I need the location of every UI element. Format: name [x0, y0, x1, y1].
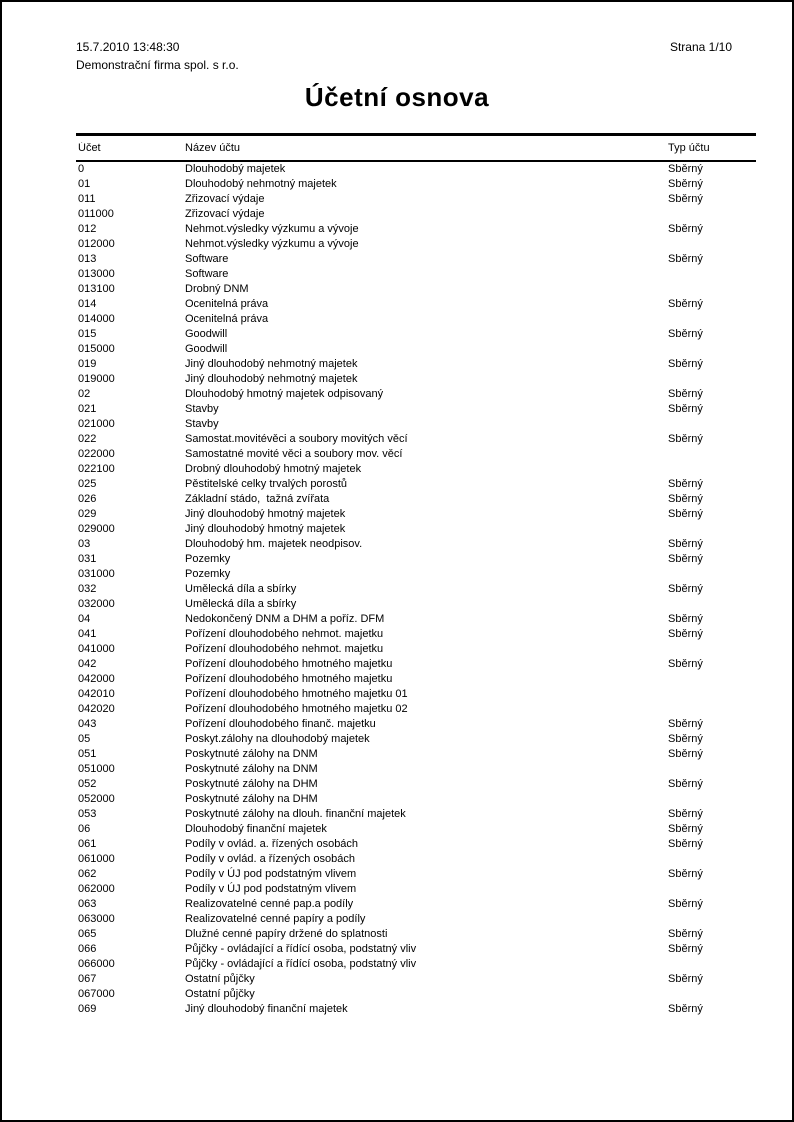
account-code: 032000: [78, 598, 115, 610]
account-type: Sběrný: [668, 388, 703, 400]
account-type: Sběrný: [668, 178, 703, 190]
account-code: 031000: [78, 568, 115, 580]
account-name: Stavby: [185, 403, 219, 415]
account-type: [666, 567, 756, 582]
report-title: Účetní osnova: [304, 82, 490, 112]
account-type: Sběrný: [668, 223, 703, 235]
account-name: Podíly v ovlád. a řízených osobách: [185, 853, 355, 865]
account-name: Ostatní půjčky: [185, 988, 255, 1000]
account-type: Sběrný: [668, 253, 703, 265]
account-name: Podíly v ÚJ pod podstatným vlivem: [185, 868, 357, 880]
account-type: Sběrný: [668, 433, 703, 445]
account-type: Sběrný: [668, 628, 703, 640]
account-name: Dlouhodobý majetek: [185, 163, 286, 175]
account-name: Dlužné cenné papíry držené do splatnosti: [185, 928, 388, 940]
table-row: [76, 1002, 756, 1017]
account-name: Pozemky: [185, 553, 231, 565]
account-type: [666, 702, 756, 717]
account-name: Samostatné movité věci a soubory mov. věcí: [185, 448, 403, 460]
account-name: Zřizovací výdaje: [185, 208, 265, 220]
account-type: Sběrný: [668, 868, 703, 880]
account-code: 062: [78, 868, 97, 880]
table-row: [76, 522, 756, 537]
table-row: [76, 927, 756, 942]
account-type: Sběrný: [668, 928, 703, 940]
account-name: Umělecká díla a sbírky: [185, 598, 297, 610]
account-type: Sběrný: [668, 493, 703, 505]
account-name: Pořízení dlouhodobého finanč. majetku: [185, 718, 376, 730]
account-type: Sběrný: [668, 508, 703, 520]
account-code: 014000: [78, 313, 115, 325]
page-number: Strana 1/10: [669, 40, 732, 54]
table-row: [76, 627, 756, 642]
account-type: [666, 762, 756, 777]
account-type: [666, 792, 756, 807]
company-name: Demonstrační firma spol. s r.o.: [76, 58, 239, 72]
table-header-row: [76, 136, 756, 160]
account-name: Poskytnuté zálohy na DHM: [185, 793, 318, 805]
account-type: [666, 267, 756, 282]
account-code: 032: [78, 583, 97, 595]
report-datetime: 15.7.2010 13:48:30: [76, 40, 180, 54]
account-name: Dlouhodobý nehmotný majetek: [185, 178, 337, 190]
account-code: 029: [78, 508, 97, 520]
account-code: 062000: [78, 883, 115, 895]
account-type: Sběrný: [668, 898, 703, 910]
account-type: [666, 282, 756, 297]
account-type: Sběrný: [668, 538, 703, 550]
account-name: Poskytnuté zálohy na DNM: [185, 748, 318, 760]
account-type: Sběrný: [668, 1003, 703, 1015]
table-row: [76, 957, 756, 972]
table-row: [76, 837, 756, 852]
account-name: Pořízení dlouhodobého hmotného majetku: [185, 673, 393, 685]
table-row: [76, 897, 756, 912]
account-type: [666, 882, 756, 897]
table-row: [76, 582, 756, 597]
table-row: [76, 987, 756, 1002]
account-type: [666, 447, 756, 462]
account-name: Software: [185, 253, 229, 265]
account-type: Sběrný: [668, 808, 703, 820]
account-name: Podíly v ovlád. a. řízených osobách: [185, 838, 359, 850]
table-row: [76, 282, 756, 297]
account-name: Jiný dlouhodobý finanční majetek: [185, 1003, 348, 1015]
account-code: 011: [78, 193, 96, 205]
account-code: 061000: [78, 853, 115, 865]
account-type: [666, 372, 756, 387]
account-code: 063000: [78, 913, 115, 925]
account-name: Realizovatelné cenné pap.a podíly: [185, 898, 354, 910]
account-name: Nehmot.výsledky výzkumu a vývoje: [185, 238, 359, 250]
account-type: Sběrný: [668, 193, 703, 205]
table-row: [76, 972, 756, 987]
account-code: 03: [78, 538, 91, 550]
table-row: [76, 852, 756, 867]
table-row: [76, 597, 756, 612]
account-type: [666, 642, 756, 657]
account-type: [666, 312, 756, 327]
account-name: Nedokončený DNM a DHM a poříz. DFM: [185, 613, 385, 625]
table-row: [76, 267, 756, 282]
account-name: Základní stádo, tažná zvířata: [185, 493, 330, 505]
account-code: 015: [78, 328, 97, 340]
account-name: Pozemky: [185, 568, 231, 580]
account-code: 019000: [78, 373, 115, 385]
account-type: Sběrný: [668, 553, 703, 565]
account-code: 042020: [78, 703, 115, 715]
account-name: Stavby: [185, 418, 219, 430]
table-row: [76, 162, 756, 177]
account-name: Poskytnuté zálohy na dlouh. finanční majetek: [185, 808, 406, 820]
account-name: Pořízení dlouhodobého hmotného majetku: [185, 658, 393, 670]
account-code: 041: [78, 628, 97, 640]
account-code: 022100: [78, 463, 115, 475]
account-code: 069: [78, 1003, 97, 1015]
account-code: 021000: [78, 418, 115, 430]
account-name: Realizovatelné cenné papíry a podíly: [185, 913, 366, 925]
account-code: 015000: [78, 343, 115, 355]
account-type: [666, 597, 756, 612]
table-row: [76, 807, 756, 822]
account-type: [666, 417, 756, 432]
table-row: [76, 567, 756, 582]
account-type: Sběrný: [668, 358, 703, 370]
account-code: 052: [78, 778, 97, 790]
account-name: Drobný dlouhodobý hmotný majetek: [185, 463, 362, 475]
account-code: 063: [78, 898, 97, 910]
account-code: 022000: [78, 448, 115, 460]
account-code: 05: [78, 733, 91, 745]
account-type: Sběrný: [668, 613, 703, 625]
table-row: [76, 747, 756, 762]
table-row: [76, 642, 756, 657]
table-row: [76, 657, 756, 672]
account-code: 014: [78, 298, 97, 310]
account-type: [666, 987, 756, 1002]
table-row: [76, 312, 756, 327]
account-name: Jiný dlouhodobý hmotný majetek: [185, 523, 346, 535]
account-name: Pořízení dlouhodobého hmotného majetku 01: [185, 688, 408, 700]
account-code: 042: [78, 658, 97, 670]
table-row: [76, 402, 756, 417]
account-code: 013000: [78, 268, 115, 280]
table-row: [76, 417, 756, 432]
table-row: [76, 462, 756, 477]
account-name: Ostatní půjčky: [185, 973, 255, 985]
account-name: Umělecká díla a sbírky: [185, 583, 297, 595]
table-row: [76, 882, 756, 897]
account-code: 013100: [78, 283, 115, 295]
table-row: [76, 867, 756, 882]
table-row: [76, 207, 756, 222]
account-type: [666, 912, 756, 927]
account-code: 051000: [78, 763, 115, 775]
account-name: Poskyt.zálohy na dlouhodobý majetek: [185, 733, 370, 745]
account-name: Jiný dlouhodobý nehmotný majetek: [185, 358, 358, 370]
account-name: Nehmot.výsledky výzkumu a vývoje: [185, 223, 359, 235]
account-code: 066: [78, 943, 97, 955]
account-type: [666, 462, 756, 477]
table-row: [76, 507, 756, 522]
account-type: Sběrný: [668, 838, 703, 850]
account-code: 067: [78, 973, 97, 985]
table-row: [76, 672, 756, 687]
accounts-table: [76, 133, 756, 1017]
table-row: [76, 192, 756, 207]
table-row: [76, 252, 756, 267]
table-row: [76, 717, 756, 732]
account-code: 042010: [78, 688, 115, 700]
account-code: 053: [78, 808, 97, 820]
table-row: [76, 177, 756, 192]
account-name: Poskytnuté zálohy na DHM: [185, 778, 318, 790]
account-code: 012: [78, 223, 97, 235]
account-type: [666, 852, 756, 867]
account-type: [666, 957, 756, 972]
table-row: [76, 477, 756, 492]
column-header-account: Účet: [78, 142, 101, 154]
table-row: [76, 732, 756, 747]
account-name: Pěstitelské celky trvalých porostů: [185, 478, 348, 490]
table-row: [76, 342, 756, 357]
account-code: 065: [78, 928, 97, 940]
account-code: 01: [78, 178, 91, 190]
account-code: 022: [78, 433, 97, 445]
table-row: [76, 492, 756, 507]
account-code: 025: [78, 478, 97, 490]
column-header-account-type: Typ účtu: [668, 142, 710, 154]
account-code: 051: [78, 748, 97, 760]
account-code: 042000: [78, 673, 115, 685]
table-row: [76, 942, 756, 957]
account-code: 066000: [78, 958, 115, 970]
table-row: [76, 222, 756, 237]
account-code: 067000: [78, 988, 115, 1000]
table-row: [76, 447, 756, 462]
account-code: 031: [78, 553, 97, 565]
account-type: [666, 522, 756, 537]
account-type: Sběrný: [668, 748, 703, 760]
table-row: [76, 687, 756, 702]
account-name: Goodwill: [185, 328, 228, 340]
table-row: [76, 357, 756, 372]
table-row: [76, 552, 756, 567]
account-code: 06: [78, 823, 91, 835]
account-code: 052000: [78, 793, 115, 805]
table-row: [76, 702, 756, 717]
account-name: Půjčky - ovládající a řídící osoba, podstatný vliv: [185, 943, 417, 955]
account-name: Pořízení dlouhodobého nehmot. majetku: [185, 643, 384, 655]
account-type: Sběrný: [668, 478, 703, 490]
table-row: [76, 387, 756, 402]
account-type: [666, 237, 756, 252]
account-type: [666, 342, 756, 357]
account-type: Sběrný: [668, 718, 703, 730]
account-code: 011000: [78, 208, 114, 220]
table-row: [76, 792, 756, 807]
account-name: Dlouhodobý hm. majetek neodpisov.: [185, 538, 363, 550]
table-row: [76, 297, 756, 312]
account-code: 0: [78, 163, 85, 175]
table-row: [76, 762, 756, 777]
table-row: [76, 537, 756, 552]
account-code: 041000: [78, 643, 115, 655]
account-code: 04: [78, 613, 91, 625]
account-type: Sběrný: [668, 973, 703, 985]
account-type: Sběrný: [668, 298, 703, 310]
account-type: Sběrný: [668, 943, 703, 955]
account-type: Sběrný: [668, 403, 703, 415]
account-code: 061: [78, 838, 97, 850]
account-name: Ocenitelná práva: [185, 298, 269, 310]
table-row: [76, 432, 756, 447]
account-code: 013: [78, 253, 97, 265]
account-type: Sběrný: [668, 823, 703, 835]
account-name: Software: [185, 268, 229, 280]
account-name: Drobný DNM: [185, 283, 249, 295]
account-name: Poskytnuté zálohy na DNM: [185, 763, 318, 775]
table-row: [76, 912, 756, 927]
account-type: Sběrný: [668, 658, 703, 670]
account-name: Jiný dlouhodobý nehmotný majetek: [185, 373, 358, 385]
account-type: [666, 672, 756, 687]
account-name: Pořízení dlouhodobého nehmot. majetku: [185, 628, 384, 640]
account-type: [666, 687, 756, 702]
account-code: 043: [78, 718, 97, 730]
account-type: Sběrný: [668, 163, 703, 175]
table-row: [76, 237, 756, 252]
column-header-account-name: Název účtu: [185, 142, 241, 154]
account-name: Ocenitelná práva: [185, 313, 269, 325]
account-code: 019: [78, 358, 97, 370]
table-row: [76, 327, 756, 342]
account-name: Zřizovací výdaje: [185, 193, 265, 205]
account-type: Sběrný: [668, 328, 703, 340]
account-type: Sběrný: [668, 583, 703, 595]
account-name: Dlouhodobý finanční majetek: [185, 823, 327, 835]
account-type: Sběrný: [668, 778, 703, 790]
account-name: Goodwill: [185, 343, 228, 355]
table-body: [76, 162, 756, 1017]
account-type: [666, 207, 756, 222]
account-code: 012000: [78, 238, 115, 250]
account-name: Pořízení dlouhodobého hmotného majetku 02: [185, 703, 408, 715]
account-code: 026: [78, 493, 97, 505]
account-name: Podíly v ÚJ pod podstatným vlivem: [185, 883, 357, 895]
account-code: 021: [78, 403, 97, 415]
table-row: [76, 612, 756, 627]
account-code: 02: [78, 388, 91, 400]
account-code: 029000: [78, 523, 115, 535]
account-name: Jiný dlouhodobý hmotný majetek: [185, 508, 346, 520]
report-header: [76, 38, 758, 74]
account-name: Půjčky - ovládající a řídící osoba, podstatný vliv: [185, 958, 417, 970]
account-name: Dlouhodobý hmotný majetek odpisovaný: [185, 388, 384, 400]
table-row: [76, 777, 756, 792]
account-type: Sběrný: [668, 733, 703, 745]
table-row: [76, 372, 756, 387]
account-name: Samostat.movitévěci a soubory movitých věcí: [185, 433, 408, 445]
table-row: [76, 822, 756, 837]
